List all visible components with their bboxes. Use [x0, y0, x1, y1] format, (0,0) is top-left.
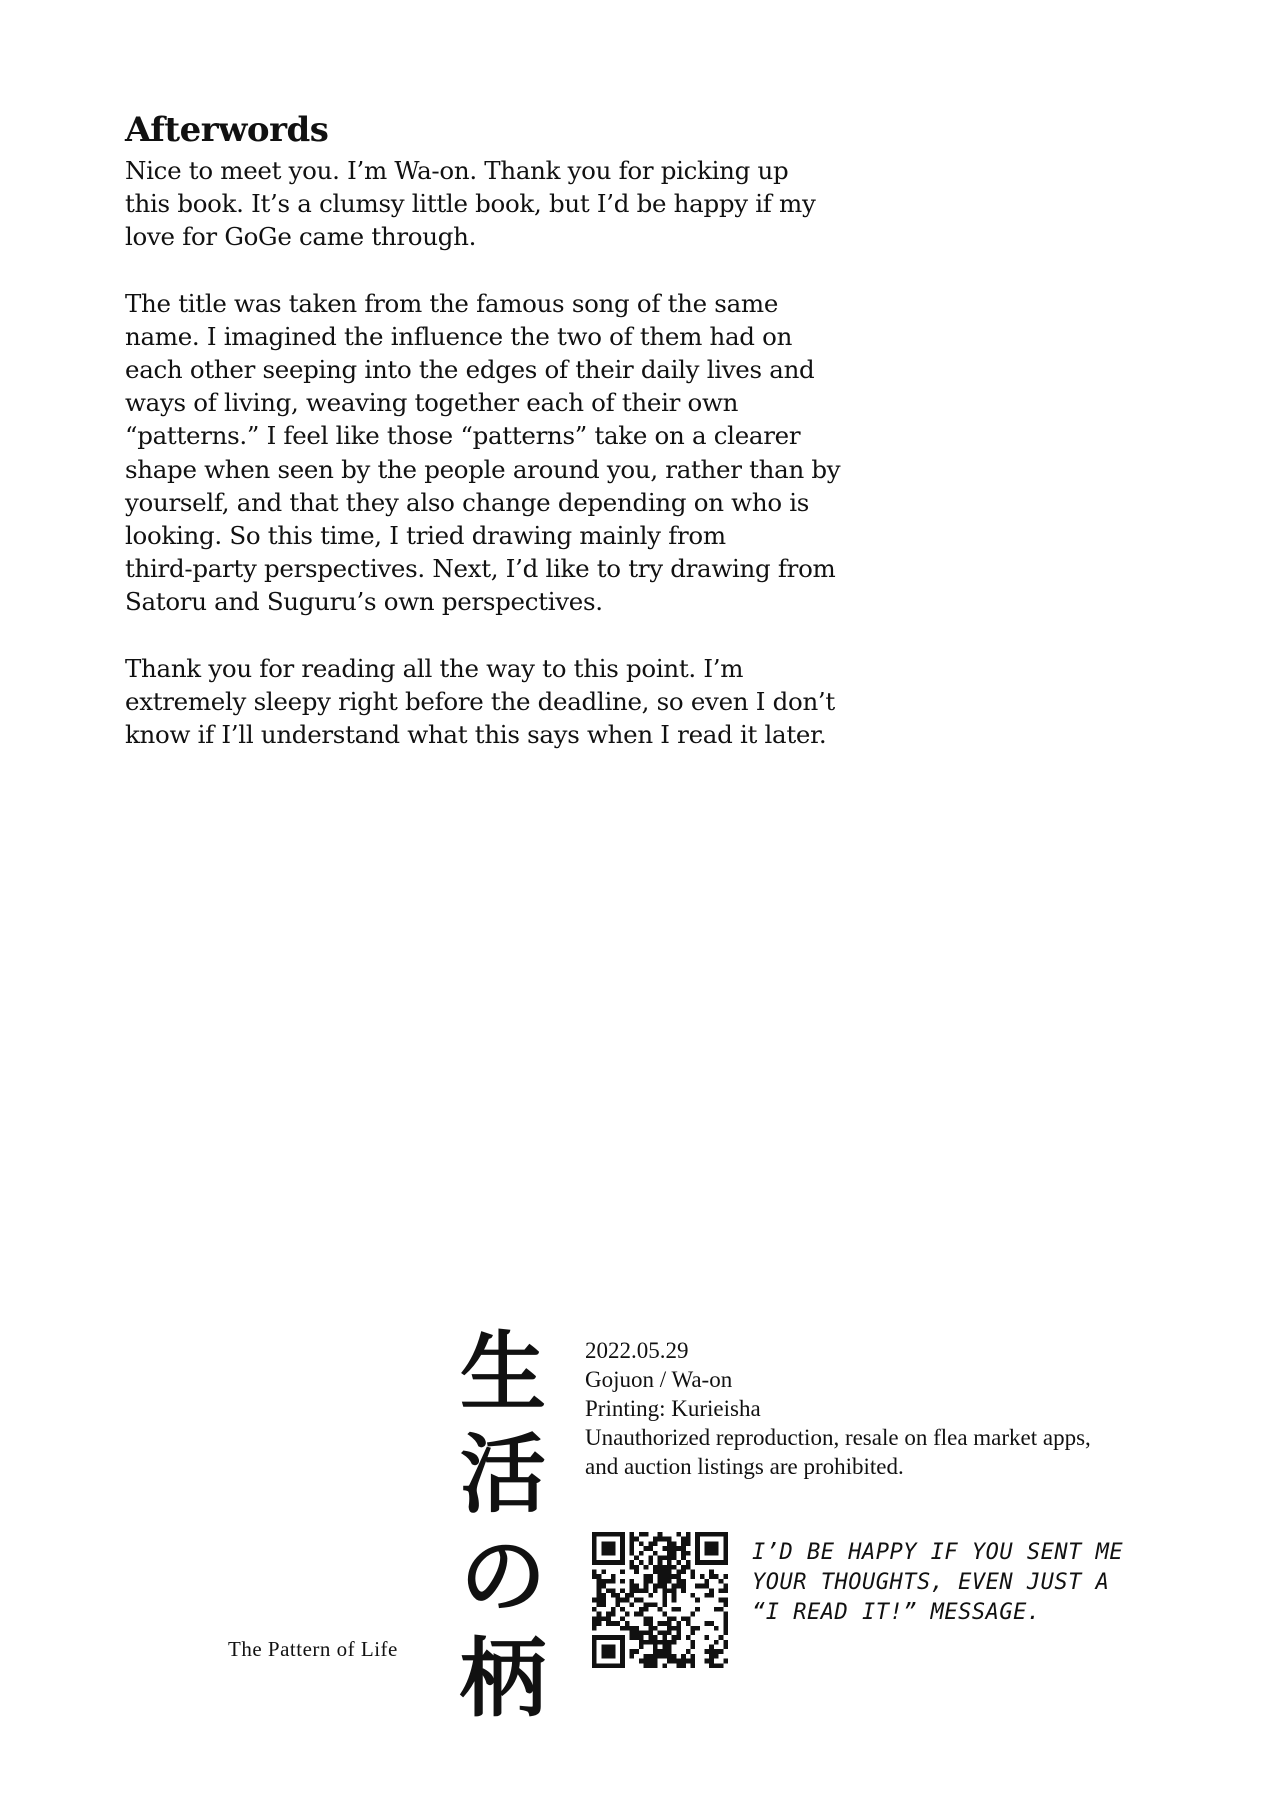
- notice-line-2: and auction listings are prohibited.: [585, 1454, 904, 1479]
- title-char-2: 活: [460, 1424, 546, 1525]
- afterwords-heading: Afterwords: [125, 110, 329, 150]
- reader-message: [752, 1538, 1123, 1628]
- publication-date: 2022.05.29: [585, 1338, 689, 1363]
- english-title: The Pattern of Life: [228, 1637, 398, 1661]
- notice-line-1: Unauthorized reproduction, resale on flea market apps,: [585, 1425, 1091, 1450]
- title-char-4: 柄: [460, 1628, 546, 1729]
- message-line-1: I’D BE HAPPY IF YOU SENT ME: [752, 1540, 1124, 1565]
- title-char-3: の: [460, 1526, 546, 1627]
- title-char-1: 生: [460, 1322, 546, 1423]
- afterwords-section: [125, 108, 845, 784]
- colophon: [585, 1336, 1091, 1481]
- message-line-2: YOUR THOUGHTS, EVEN JUST A: [752, 1570, 1110, 1595]
- printing-credit: Printing: Kurieisha: [585, 1396, 761, 1421]
- qr-code-icon: [592, 1532, 728, 1668]
- japanese-vertical-title: [448, 1322, 558, 1730]
- message-line-3: “I READ IT!” MESSAGE.: [752, 1600, 1041, 1625]
- afterwords-paragraph-3: Thank you for reading all the way to this point. I’m extremely sleepy right before the deadline, so even I don’t know if I’ll understand what this says when I read it later.: [125, 653, 835, 750]
- afterwords-paragraph-1: Nice to meet you. I’m Wa-on. Thank you for picking up this book. It’s a clumsy little book, but I’d be happy if my love for GoGe came through.: [125, 156, 816, 252]
- author-credit: Gojuon / Wa-on: [585, 1367, 733, 1392]
- afterwords-paragraph-2: The title was taken from the famous song of the same name. I imagined the influence the two of them had on each other seeping into the edges of their daily lives and ways of living, weaving together each of their own “patterns.” I feel like those “patterns” take on a clearer shape when seen by the people around you, rather than by yourself, and that they also change depending on who is looking. So this time, I tried drawing mainly from third-party perspectives. Next, I’d like to try drawing from Satoru and Suguru’s own perspectives.: [125, 288, 841, 617]
